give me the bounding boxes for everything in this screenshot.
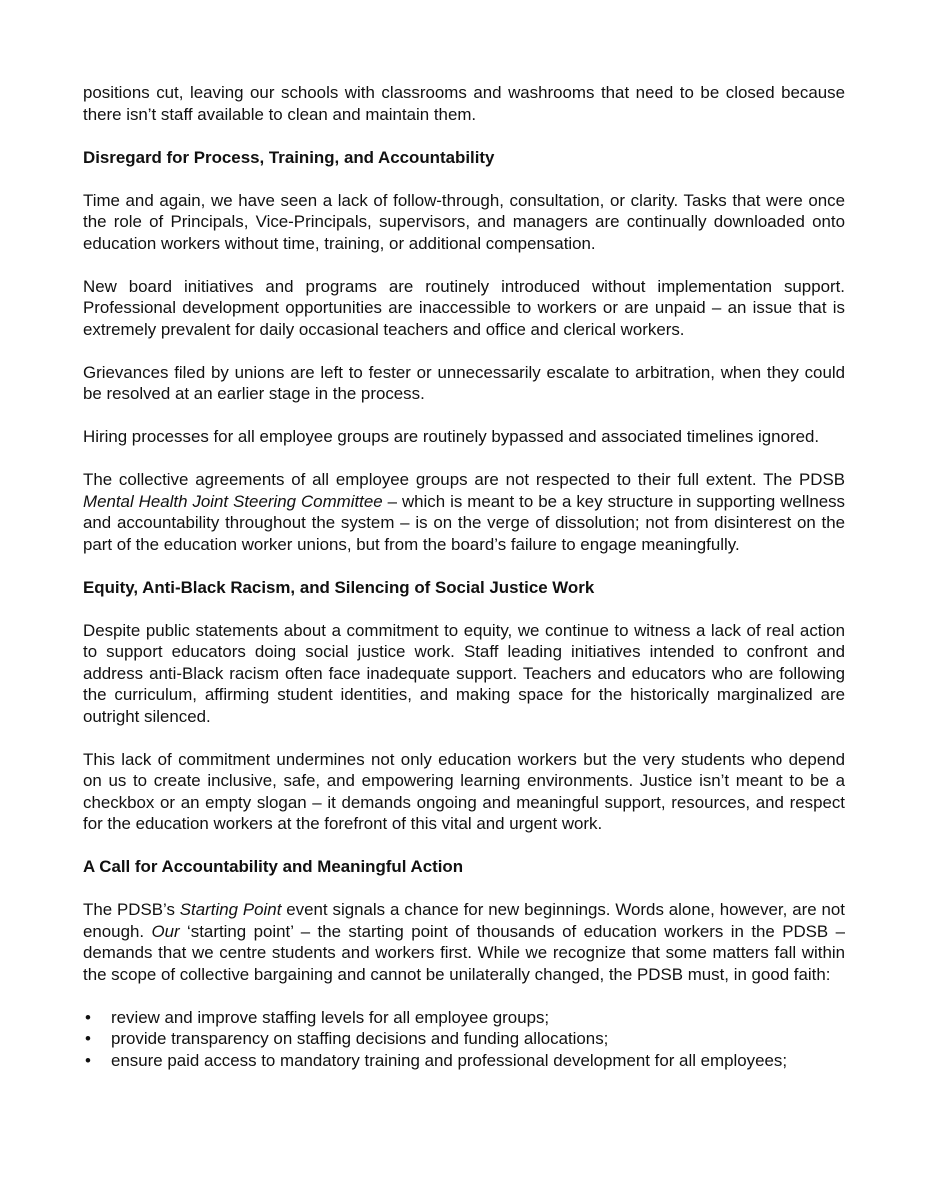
section-heading-call-to-action: A Call for Accountability and Meaningful Action	[83, 857, 464, 876]
list-item-text: ensure paid access to mandatory training and professional development for all employees;	[111, 1050, 788, 1070]
document-page	[83, 82, 845, 1071]
paragraph-lack-of-commitment: This lack of commitment undermines not only education workers but the very students who depend on us to create inclusive, safe, and empowering learning environments. Justice isn’t meant to be a checkbox or an empty slogan – it demands ongoing and meaningful support, resources, and respect for the education workers at the forefront of this vital and urgent work.	[83, 749, 845, 833]
paragraph-equity-statements: Despite public statements about a commitment to equity, we continue to witness a lack of real action to support educators doing social justice work. Staff leading initiatives intended to confront and address anti-Black racism often face inadequate support. Teachers and educators who are following the curriculum, affirming student identities, and making space for the historically marginalized are outright silenced.	[83, 620, 845, 726]
paragraph-board-initiatives: New board initiatives and programs are routinely introduced without implementation support. Professional development opportunities are inaccessible to workers or are unpaid – an issue that is extremely prevalent for daily occasional teachers and office and clerical workers.	[83, 276, 845, 339]
paragraph-starting-point	[83, 899, 845, 985]
intro-paragraph: positions cut, leaving our schools with classrooms and washrooms that need to be closed because there isn’t staff available to clean and maintain them.	[83, 83, 845, 124]
text-span: ‘starting point’ – the starting point of thousands of education workers in the PDSB – demands that we centre students and workers first. While we recognize that some matters fall within the scope of collective bargaining and cannot be unilaterally changed, the PDSB must, in good faith:	[83, 921, 845, 984]
committee-name: Mental Health Joint Steering Committee	[83, 491, 383, 511]
emphasis-our: Our	[151, 921, 180, 941]
section-heading-equity: Equity, Anti-Black Racism, and Silencing of Social Justice Work	[83, 577, 595, 597]
section-heading-process: Disregard for Process, Training, and Accountability	[83, 147, 495, 167]
text-span: – which is meant to be a key structure in supporting wellness and accountability throughout the system – is on the verge of dissolution; not from disinterest on the part of the education worker unions, but from the board’s failure to engage meaningfully.	[83, 491, 846, 554]
paragraph-grievances: Grievances filed by unions are left to fester or unnecessarily escalate to arbitration, when they could be resolved at an earlier stage in the process.	[83, 362, 845, 403]
paragraph-hiring: Hiring processes for all employee groups are routinely bypassed and associated timelines ignored.	[83, 427, 820, 446]
action-list	[83, 1007, 845, 1072]
text-span: The PDSB’s	[83, 900, 180, 919]
text-span: The collective agreements of all employee groups are not respected to their full extent. The PDSB	[83, 470, 845, 489]
list-item	[83, 1028, 845, 1050]
list-item	[83, 1050, 845, 1072]
list-item	[83, 1007, 845, 1029]
list-item-text: provide transparency on staffing decisions and funding allocations;	[111, 1029, 609, 1048]
paragraph-follow-through: Time and again, we have seen a lack of follow-through, consultation, or clarity. Tasks that were once the role of Principals, Vice-Principals, supervisors, and managers are continually downloaded onto education workers without time, training, or additional compensation.	[83, 190, 845, 253]
paragraph-collective-agreements	[83, 469, 845, 555]
bullet-icon: •	[85, 1050, 91, 1070]
text-span: event signals a chance for new beginnings. Words alone, however, are not enough.	[83, 900, 845, 941]
list-item-text: review and improve staffing levels for all employee groups;	[111, 1007, 550, 1027]
event-name: Starting Point	[179, 900, 282, 919]
bullet-icon: •	[85, 1029, 91, 1048]
bullet-icon: •	[85, 1007, 91, 1027]
